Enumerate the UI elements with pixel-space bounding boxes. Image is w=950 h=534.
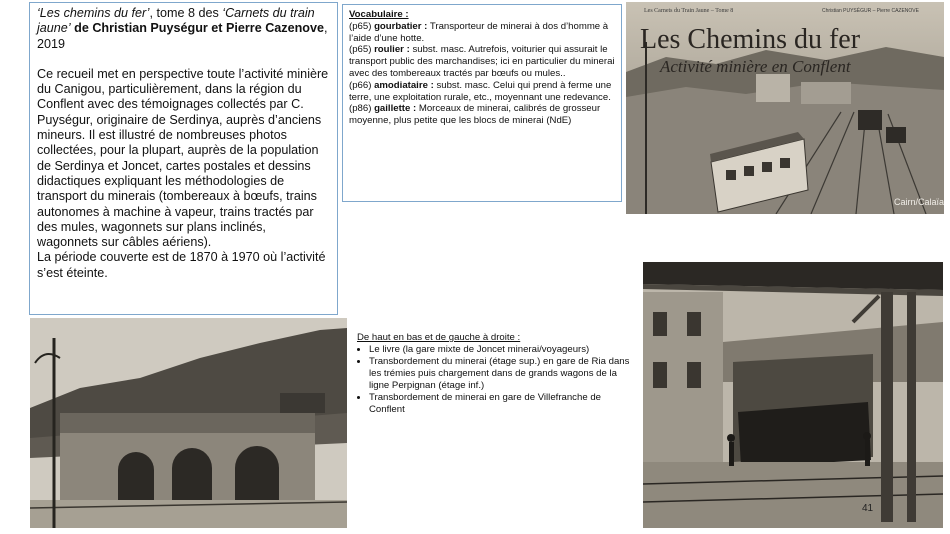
vocab-entry xyxy=(349,80,615,104)
vocab-ref: (p86) xyxy=(349,103,375,115)
vocab-def: Transporteur de minerai à dos d’homme à l’aide d’une hotte. xyxy=(349,20,609,44)
cover-series: Les Carnets du Train Jaune – Tome 8 xyxy=(644,8,734,14)
captions-list xyxy=(357,344,639,416)
series-title: ‘Carnets du train jaune’ xyxy=(37,6,315,36)
vocab-entry xyxy=(349,44,615,79)
cover-publisher: Cairn/Calaïa xyxy=(894,197,944,207)
ria-transhipment-photo xyxy=(30,318,347,528)
cover-subtitle: Activité minière en Conflent xyxy=(660,57,851,76)
vocab-def: subst. masc. Celui qui prend à ferme une terre, une exploitation rurale, etc., moyennant une redevance. xyxy=(349,79,612,103)
villefranche-station-photo xyxy=(643,262,943,528)
cover-title: Les Chemins du fer xyxy=(640,24,861,55)
vocab-def: Morceaux de minerai, calibrés de grosseur moyenne, plus petite que les blocs de minerai (NdE) xyxy=(349,103,601,127)
captions-title: De haut en bas et de gauche à droite : xyxy=(357,332,521,343)
vocab-entry xyxy=(349,21,615,45)
vocabulary-title: Vocabulaire : xyxy=(349,9,409,20)
caption-item: • Transbordement de minerai en gare de Villefranche de Conflent xyxy=(369,392,639,416)
intro-paragraph: Ce recueil met en perspective toute l’activité minière du Canigou, particulièrement, dans la région du Conflent avec des témoignages collectés par C. Puységur, originaire de Serdinya, auprès d’anciens mineurs. Il est illustré de nombreuses photos collectées, pour la plupart, auprès de la population de Serdinya et Joncet, cartes postales et dessins didactiques expliquant les méthodologies de transport du minerais (tombereaux à bœufs, trains autonomes à machine à vapeur, trains tractés par des mules, wagonnets sur plans inclinés, wagonnets sur câbles aériens). xyxy=(37,66,329,250)
vocabulary-box xyxy=(342,4,622,202)
intro-period: La période couverte est de 1870 à 1970 où l’activité s’est éteinte. xyxy=(37,250,326,280)
vocab-word: amodiataire : xyxy=(374,79,434,91)
caption-item: • Transbordement du minerai (étage sup.) en gare de Ria dans les trémies puis chargement dans de grands wagons de la ligne Perpignan (étage inf.) xyxy=(369,356,639,392)
book-reference xyxy=(37,6,330,52)
book-title: ‘Les chemins du fer’ xyxy=(37,6,150,20)
book-cover-image xyxy=(626,2,944,214)
caption-item: • Le livre (la gare mixte de Joncet minerai/voyageurs) xyxy=(369,344,639,356)
vocab-word: roulier : xyxy=(374,44,410,56)
vocab-entry xyxy=(349,103,615,127)
vocab-def: subst. masc. Autrefois, voiturier qui assurait le transport public des marchandises; ici en particulier du minerai avec des tombereaux tractés par bœufs ou mules.. xyxy=(349,44,615,79)
book-year: , 2019 xyxy=(37,21,328,51)
vocab-ref: (p66) xyxy=(349,79,375,91)
vocab-word: gourbatier : xyxy=(374,20,428,32)
book-authors: de Christian Puységur et Pierre Cazenove xyxy=(70,21,324,36)
photo-captions xyxy=(357,332,639,416)
vocab-word: gaillette : xyxy=(374,103,417,115)
page-number: 41 xyxy=(862,503,874,514)
vocab-ref: (p65) xyxy=(349,20,375,32)
intro-text-box xyxy=(29,2,338,315)
book-title-connector: , tome 8 des xyxy=(149,6,223,20)
cover-authors: Christian PUYSÉGUR – Pierre CAZENOVE xyxy=(822,8,919,14)
vocab-ref: (p65) xyxy=(349,44,375,56)
